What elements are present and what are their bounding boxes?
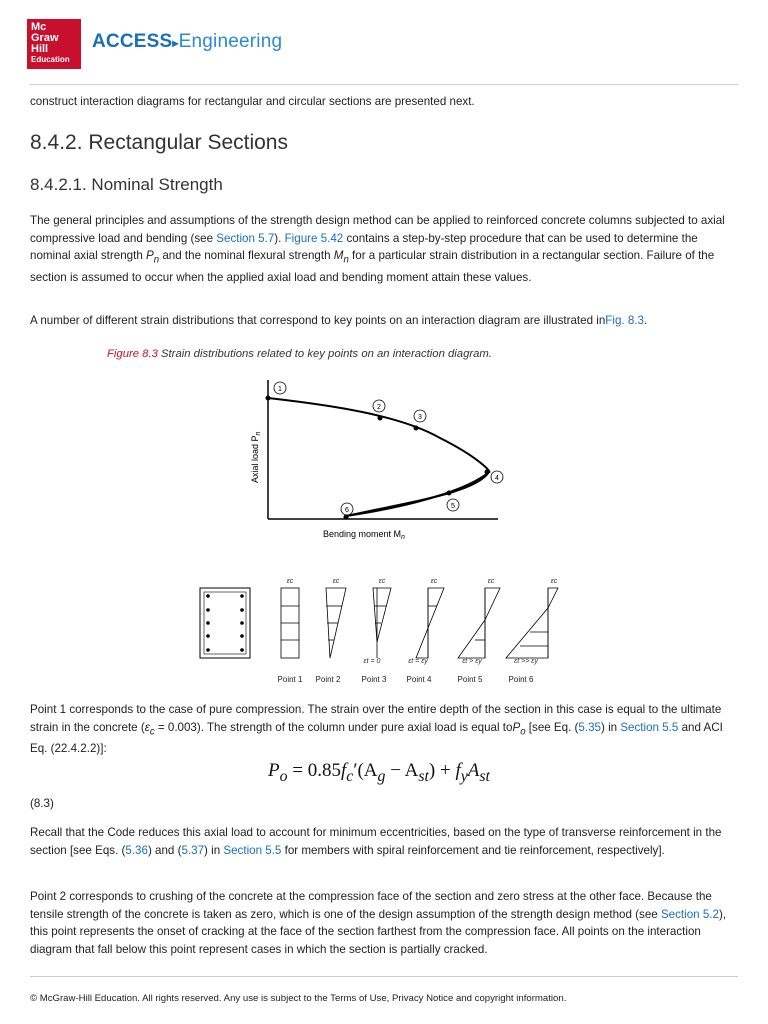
copyright-footer: © McGraw-Hill Education. All rights reserved. Any use is subject to the Terms of Use, Privacy Notice and copyright information. <box>30 993 567 1004</box>
point-label: Point 2 <box>315 675 341 684</box>
footer-divider <box>30 976 738 977</box>
eq-text: − A <box>385 760 419 781</box>
link-fig-8-3[interactable]: Fig. 8.3 <box>605 314 644 327</box>
text: Point 2 corresponds to crushing of the concrete at the compression face of the section and zero stress at the other face. Because the tensile strength of the concrete is taken as zero, which is one of the design assumption of the strength design method (see <box>30 890 712 921</box>
symbol: P <box>146 249 154 262</box>
strain-label: εc <box>550 578 558 585</box>
link-section-5-7[interactable]: Section 5.7 <box>216 231 275 245</box>
marker-2: 2 <box>377 404 381 411</box>
marker-6: 6 <box>345 507 349 514</box>
eq-sub: st <box>418 767 429 785</box>
key-point-5 <box>447 491 452 496</box>
interaction-curve <box>268 398 489 516</box>
key-point-2 <box>378 416 383 421</box>
figure-caption-text: Strain distributions related to key points on an interaction diagram. <box>157 348 492 360</box>
strain-diagram-2 <box>326 588 346 658</box>
eq-text: ′(A <box>353 760 378 781</box>
text: ) and ( <box>147 843 182 857</box>
subscript: c <box>149 725 155 737</box>
brand-arrow-icon: ▸ <box>172 36 179 50</box>
strain-condition: εt = εy <box>408 658 428 665</box>
brand-access: ACCESS <box>92 31 173 52</box>
rebar-dots <box>206 594 244 652</box>
logo-line: Mc <box>31 21 47 33</box>
text: ). <box>274 231 285 245</box>
strain-condition: εt >> εy <box>514 658 538 665</box>
strain-label: εc <box>286 578 294 585</box>
link-eq-5-36[interactable]: 5.36 <box>125 843 148 857</box>
subscript: o <box>520 725 526 737</box>
strain-top-labels <box>287 578 558 585</box>
equation-8-3 <box>268 760 490 786</box>
text: ), this point represents the onset of cracking at the face of the section farthest from the compression face. All points on the interaction diagram that fall below this point represent cases in which the section is partially cracked. <box>30 907 727 956</box>
point-number-markers <box>274 382 503 515</box>
intro-line: construct interaction diagrams for rectangular and circular sections are presented next. <box>30 95 475 108</box>
mcgraw-hill-logo[interactable] <box>27 19 81 69</box>
subscript: n <box>343 254 349 266</box>
text: ) in <box>204 843 224 857</box>
strain-diagram-5 <box>458 588 500 658</box>
strain-diagram-3 <box>373 588 391 658</box>
text: . <box>643 314 648 327</box>
point-label: Point 5 <box>457 675 483 684</box>
eq-sub: g <box>377 767 386 785</box>
paragraph-3 <box>30 701 738 758</box>
strain-label: εc <box>487 578 495 585</box>
link-section-5-5-b[interactable]: Section 5.5 <box>223 843 282 857</box>
strain-label: εc <box>430 578 438 585</box>
logo-line: Hill <box>31 43 49 55</box>
strain-label: εc <box>332 578 340 585</box>
symbol: M <box>333 249 344 262</box>
column-section-tie <box>204 592 246 654</box>
access-engineering-brand[interactable] <box>92 31 282 53</box>
text: ) in <box>601 720 621 734</box>
link-section-5-5[interactable]: Section 5.5 <box>620 720 679 734</box>
point-labels <box>278 675 534 684</box>
text: for members with spiral reinforcement and tie reinforcement, respectively]. <box>281 843 665 857</box>
figure-label: Figure 8.3 <box>107 348 158 360</box>
text: contains a step-by-step procedure that can be used to determine the nominal axial strength <box>30 231 698 262</box>
subscript: n <box>153 254 160 266</box>
paragraph-1 <box>30 212 738 286</box>
interaction-curve-lower <box>346 472 489 516</box>
link-section-5-2[interactable]: Section 5.2 <box>660 907 719 921</box>
text: The general principles and assumptions of the strength design method can be applied to reinforced concrete columns subjected to axial compressive load and bending (see <box>30 214 725 245</box>
logo-line: Graw <box>31 32 59 44</box>
x-axis-label: Bending moment $M_n$ <box>323 529 405 541</box>
text: Recall that the Code reduces this axial load to account for minimum eccentricities, based on the type of transverse reinforcement in the section [see Eqs. ( <box>30 826 722 857</box>
point-label: Point 1 <box>277 675 303 684</box>
eq-text: ) + <box>428 760 456 781</box>
text: = 0.003). The strength of the column under pure axial load is equal to <box>154 720 513 734</box>
subsection-heading: 8.4.2.1. Nominal Strength <box>30 175 223 194</box>
eq-sub: c <box>346 767 354 785</box>
point-label: Point 3 <box>361 675 387 684</box>
text: and the nominal flexural strength <box>159 249 334 262</box>
logo-line: Education <box>31 55 70 64</box>
point-label: Point 6 <box>508 675 534 684</box>
paragraph-5 <box>30 888 738 958</box>
eq-text: = 0.85 <box>287 760 341 781</box>
header <box>0 0 768 84</box>
y-axis-label: Axial load $P_n$ <box>250 431 262 483</box>
marker-1: 1 <box>278 386 282 393</box>
equation-number: (8.3) <box>30 797 54 810</box>
section-heading: 8.4.2. Rectangular Sections <box>30 131 288 154</box>
marker-3: 3 <box>418 414 422 421</box>
key-point-3 <box>414 426 419 431</box>
eq-sub: o <box>279 767 288 785</box>
symbol: P <box>512 720 521 734</box>
strain-diagram-4 <box>416 588 444 658</box>
header-divider <box>30 84 738 85</box>
strain-condition: εt > εy <box>462 658 482 665</box>
key-point-1 <box>266 396 271 401</box>
point-label: Point 4 <box>406 675 432 684</box>
text: for a particular strain distribution in a rectangular section. Failure of the section is assumed to occur when the applied axial load and bending moment attain these values. <box>30 249 715 284</box>
strain-diagram-6 <box>506 588 558 658</box>
link-figure-5-42[interactable]: Figure 5.42 <box>284 231 344 245</box>
link-eq-5-37[interactable]: 5.37 <box>181 843 205 857</box>
key-point-4 <box>485 470 490 475</box>
eq-sub: y <box>460 767 468 785</box>
strain-diagram-1 <box>281 588 299 658</box>
symbol: ε <box>144 720 150 734</box>
strain-condition: εt = 0 <box>363 658 381 665</box>
figure-8-3 <box>0 370 768 690</box>
text: Point 1 corresponds to the case of pure compression. The strain over the entire depth of the section in this case is equal to the ultimate strain in the concrete ( <box>30 703 722 734</box>
eq-symbol: f <box>455 760 461 781</box>
link-eq-5-35[interactable]: 5.35 <box>578 720 601 734</box>
eq-symbol: f <box>341 760 347 781</box>
paragraph-2 <box>30 312 738 330</box>
marker-5: 5 <box>451 503 455 510</box>
text: [see Eq. ( <box>525 720 579 734</box>
brand-engineering: Engineering <box>178 31 283 52</box>
text: and ACI Eq. (22.4.2.2)]: <box>30 720 723 756</box>
eq-symbol: P <box>268 760 280 781</box>
eq-sub: st <box>479 767 490 785</box>
marker-4: 4 <box>495 475 499 482</box>
paragraph-4 <box>30 824 738 859</box>
strain-condition-labels <box>364 658 539 665</box>
eq-symbol: A <box>467 760 480 781</box>
figure-caption <box>107 348 492 360</box>
text: A number of different strain distributions that correspond to key points on an interaction diagram are illustrated in <box>30 314 606 327</box>
strain-label: εc <box>378 578 386 585</box>
